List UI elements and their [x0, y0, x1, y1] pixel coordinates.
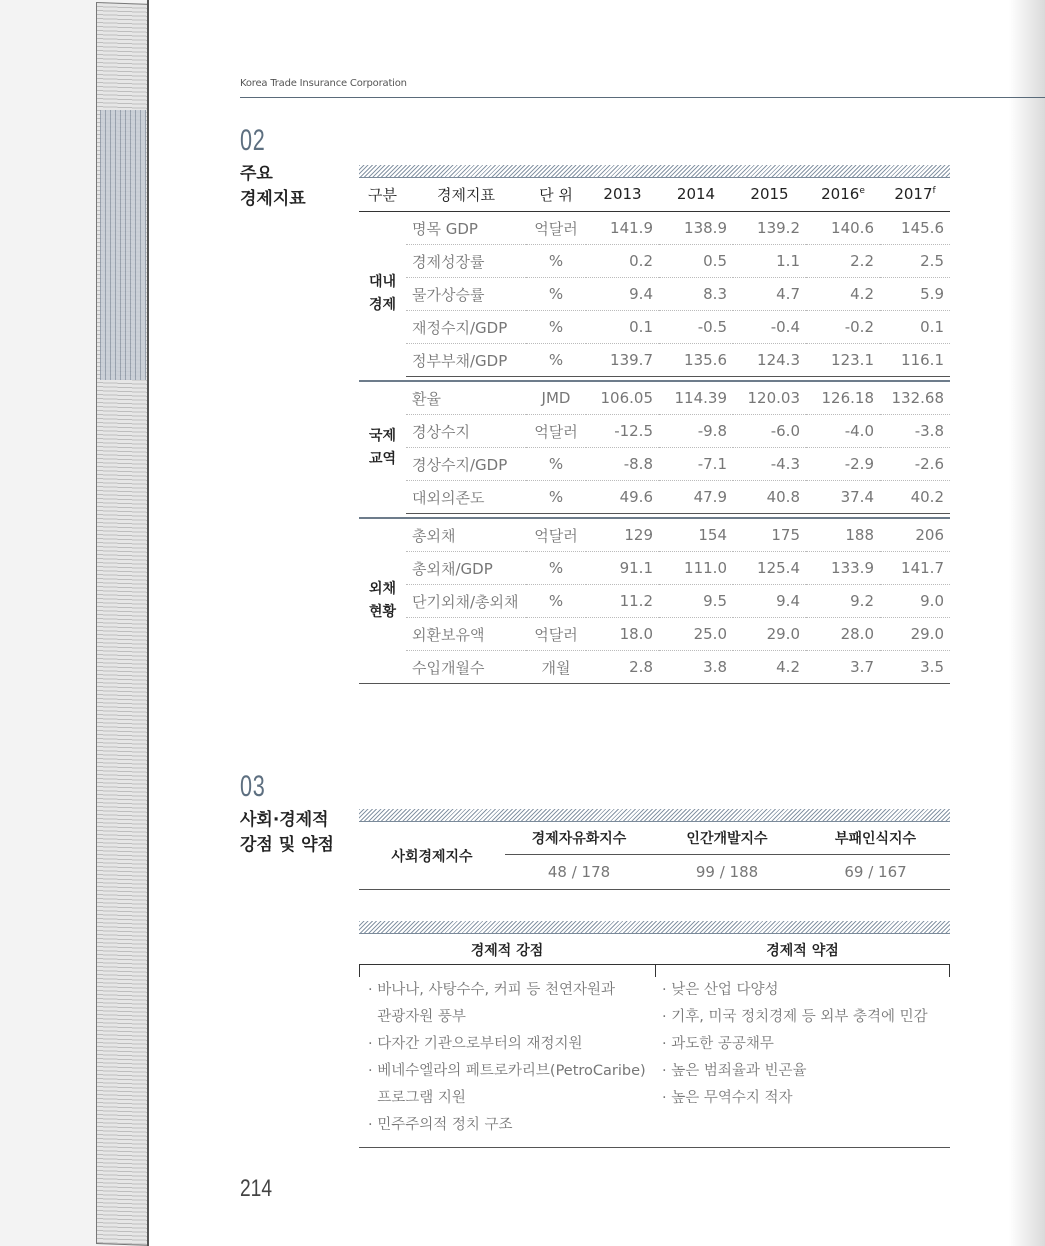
indicator-name: 총외채 [406, 518, 526, 552]
indicator-value: 40.2 [880, 481, 950, 514]
table-row [359, 212, 950, 245]
table-hatch-band [359, 809, 950, 822]
indicator-value: -0.2 [806, 311, 880, 344]
indicator-value: -8.8 [586, 448, 659, 481]
index-value: 69 / 167 [801, 855, 950, 890]
bracket-tick [949, 965, 950, 977]
indicator-value: 0.1 [880, 311, 950, 344]
indicator-value: -7.1 [659, 448, 733, 481]
section-title-line: 주요 [240, 164, 273, 184]
indicator-unit: % [526, 481, 586, 514]
indicator-value: 11.2 [586, 585, 659, 618]
indicator-value: 2.2 [806, 245, 880, 278]
indicator-unit: % [526, 585, 586, 618]
column-header [880, 177, 950, 212]
indicator-value: 4.2 [733, 651, 806, 684]
indicator-value: 18.0 [586, 618, 659, 651]
page-stack-texture [100, 110, 146, 380]
indicator-name: 경상수지 [406, 415, 526, 448]
indicator-value: -2.6 [880, 448, 950, 481]
indicator-value: 9.4 [733, 585, 806, 618]
indicator-unit: % [526, 448, 586, 481]
bullet-item: · 낮은 산업 다양성 [662, 982, 779, 998]
table-row [359, 311, 950, 344]
column-header [806, 177, 880, 212]
indicator-value: 5.9 [880, 278, 950, 311]
table-row [359, 415, 950, 448]
category-cell [359, 381, 406, 514]
year-label: 2017 [894, 185, 933, 203]
indicator-value: 188 [806, 518, 880, 552]
indicator-value: 106.05 [586, 381, 659, 415]
category-label: 외채 [368, 581, 397, 597]
indicator-value: 28.0 [806, 618, 880, 651]
running-header: Korea Trade Insurance Corporation [240, 78, 407, 89]
section-title [240, 162, 306, 212]
year-label: 2016 [821, 185, 860, 203]
indicator-value: 116.1 [880, 344, 950, 377]
indicator-value: -6.0 [733, 415, 806, 448]
indicator-value: 0.2 [586, 245, 659, 278]
section-title-line: 사회·경제적 [240, 810, 329, 830]
indicator-name: 재정수지/GDP [406, 311, 526, 344]
indicator-value: 8.3 [659, 278, 733, 311]
indicator-value: 138.9 [659, 212, 733, 245]
column-header: 경제자유화지수 [505, 822, 653, 855]
bullet-item: · 다자간 기관으로부터의 재정지원 [368, 1036, 583, 1052]
indicator-value: 154 [659, 518, 733, 552]
indicator-value: 2.5 [880, 245, 950, 278]
section-title [240, 808, 334, 858]
category-label: 국제 [368, 427, 397, 444]
indicator-value: 145.6 [880, 212, 950, 245]
column-header: 2014 [659, 177, 733, 212]
strengths-header: 경제적 강점 [470, 943, 544, 959]
indicator-value: 126.18 [806, 381, 880, 415]
bullet-item: · 높은 범죄율과 빈곤율 [662, 1063, 807, 1079]
social-economic-index-table [359, 822, 950, 890]
indicator-value: -4.3 [733, 448, 806, 481]
bullet-item: · 민주주의적 정치 구조 [368, 1117, 513, 1133]
indicator-unit: 억달러 [526, 212, 586, 245]
section-number: 03 [240, 770, 266, 803]
table-hatch-band [359, 921, 950, 934]
table-row [359, 481, 950, 514]
category-cell [359, 212, 406, 377]
table-row [359, 552, 950, 585]
indicator-name: 단기외채/총외채 [406, 585, 526, 618]
table-row [359, 618, 950, 651]
indicator-value: -12.5 [586, 415, 659, 448]
economic-indicators-table [359, 177, 950, 684]
indicator-value: 25.0 [659, 618, 733, 651]
indicator-name: 총외채/GDP [406, 552, 526, 585]
bullet-item: · 기후, 미국 정치경제 등 외부 충격에 민감 [662, 1009, 928, 1025]
category-label: 경제 [368, 297, 397, 314]
indicator-name: 명목 GDP [406, 212, 526, 245]
indicator-value: 4.7 [733, 278, 806, 311]
indicator-unit: 억달러 [526, 415, 586, 448]
table-row [359, 381, 950, 415]
indicator-value: 120.03 [733, 381, 806, 415]
column-header: 구분 [359, 177, 406, 212]
indicator-value: 139.2 [733, 212, 806, 245]
table-row [359, 518, 950, 552]
indicator-value: 3.5 [880, 651, 950, 684]
bullet-item: 프로그램 지원 [368, 1090, 466, 1106]
index-value: 48 / 178 [505, 855, 653, 890]
indicator-name: 경상수지/GDP [406, 448, 526, 481]
indicator-value: 0.5 [659, 245, 733, 278]
indicator-value: 9.2 [806, 585, 880, 618]
indicator-unit: % [526, 245, 586, 278]
indicator-value: 29.0 [733, 618, 806, 651]
table-row [359, 448, 950, 481]
indicator-value: 124.3 [733, 344, 806, 377]
indicator-value: 2.8 [586, 651, 659, 684]
category-label: 현황 [368, 604, 397, 620]
indicator-value: 9.0 [880, 585, 950, 618]
indicator-value: 111.0 [659, 552, 733, 585]
strengths-list [368, 977, 646, 1139]
indicator-value: 141.9 [586, 212, 659, 245]
category-cell [359, 518, 406, 684]
indicator-value: 1.1 [733, 245, 806, 278]
indicator-unit: % [526, 552, 586, 585]
indicator-name: 대외의존도 [406, 481, 526, 514]
index-label: 사회경제지수 [359, 822, 505, 890]
section-title-line: 경제지표 [240, 189, 306, 209]
indicator-value: 9.5 [659, 585, 733, 618]
indicator-name: 정부부채/GDP [406, 344, 526, 377]
bullet-item: · 베네수엘라의 페트로카리브(PetroCaribe) [368, 1063, 646, 1079]
indicator-value: 4.2 [806, 278, 880, 311]
indicator-unit: JMD [526, 381, 586, 415]
bracket-tick [655, 965, 656, 977]
table-row [359, 245, 950, 278]
indicator-value: 141.7 [880, 552, 950, 585]
header-rule [240, 97, 1045, 98]
indicator-value: 123.1 [806, 344, 880, 377]
indicator-unit: % [526, 344, 586, 377]
table-body [359, 212, 950, 684]
column-header: 경제지표 [406, 177, 526, 212]
bullet-item: · 바나나, 사탕수수, 커피 등 천연자원과 [368, 982, 615, 998]
indicator-name: 경제성장률 [406, 245, 526, 278]
indicator-value: 175 [733, 518, 806, 552]
table-row [359, 651, 950, 684]
table-row [359, 585, 950, 618]
table-bottom-rule [359, 1147, 950, 1148]
estimate-mark: e [859, 186, 865, 196]
indicator-unit: 개월 [526, 651, 586, 684]
table-row [359, 278, 950, 311]
category-label: 교역 [368, 450, 397, 467]
indicator-name: 물가상승률 [406, 278, 526, 311]
indicator-name: 외환보유액 [406, 618, 526, 651]
category-label: 대내 [368, 274, 397, 291]
indicator-value: 135.6 [659, 344, 733, 377]
indicator-value: -2.9 [806, 448, 880, 481]
indicator-unit: 억달러 [526, 518, 586, 552]
index-value: 99 / 188 [653, 855, 801, 890]
indicator-value: 3.7 [806, 651, 880, 684]
column-header: 인간개발지수 [653, 822, 801, 855]
indicator-value: 129 [586, 518, 659, 552]
indicator-value: -3.8 [880, 415, 950, 448]
indicator-value: -4.0 [806, 415, 880, 448]
indicator-unit: % [526, 278, 586, 311]
bullet-item: · 높은 무역수지 적자 [662, 1090, 793, 1106]
bullet-item: 관광자원 풍부 [368, 1009, 466, 1025]
indicator-value: 132.68 [880, 381, 950, 415]
indicator-value: 206 [880, 518, 950, 552]
indicator-value: 140.6 [806, 212, 880, 245]
column-header: 부패인식지수 [801, 822, 950, 855]
indicator-value: 37.4 [806, 481, 880, 514]
indicator-unit: 억달러 [526, 618, 586, 651]
table-row [359, 344, 950, 377]
weaknesses-list [662, 977, 928, 1112]
indicator-value: 125.4 [733, 552, 806, 585]
indicator-value: 114.39 [659, 381, 733, 415]
weaknesses-header: 경제적 약점 [766, 943, 839, 959]
indicator-value: 91.1 [586, 552, 659, 585]
indicator-value: -0.5 [659, 311, 733, 344]
table-header-row [359, 822, 950, 855]
section-title-line: 강점 및 약점 [240, 835, 334, 855]
column-header: 2013 [586, 177, 659, 212]
indicator-name: 수입개월수 [406, 651, 526, 684]
indicator-value: 133.9 [806, 552, 880, 585]
indicator-unit: % [526, 311, 586, 344]
strength-weakness-header [359, 934, 950, 962]
forecast-mark: f [932, 186, 936, 196]
column-header: 2015 [733, 177, 806, 212]
indicator-value: 29.0 [880, 618, 950, 651]
indicator-value: 9.4 [586, 278, 659, 311]
page-number: 214 [240, 1175, 273, 1202]
indicator-value: 49.6 [586, 481, 659, 514]
section-number: 02 [240, 124, 266, 157]
indicator-value: 40.8 [733, 481, 806, 514]
indicator-value: 0.1 [586, 311, 659, 344]
page-fold-shadow [1009, 0, 1045, 1246]
indicator-name: 환율 [406, 381, 526, 415]
indicator-value: 139.7 [586, 344, 659, 377]
indicator-value: 3.8 [659, 651, 733, 684]
indicator-value: -9.8 [659, 415, 733, 448]
indicator-value: -0.4 [733, 311, 806, 344]
indicator-value: 47.9 [659, 481, 733, 514]
bracket-tick [359, 965, 360, 977]
table-header-row [359, 177, 950, 212]
bullet-item: · 과도한 공공채무 [662, 1036, 774, 1052]
column-header: 단 위 [526, 177, 586, 212]
